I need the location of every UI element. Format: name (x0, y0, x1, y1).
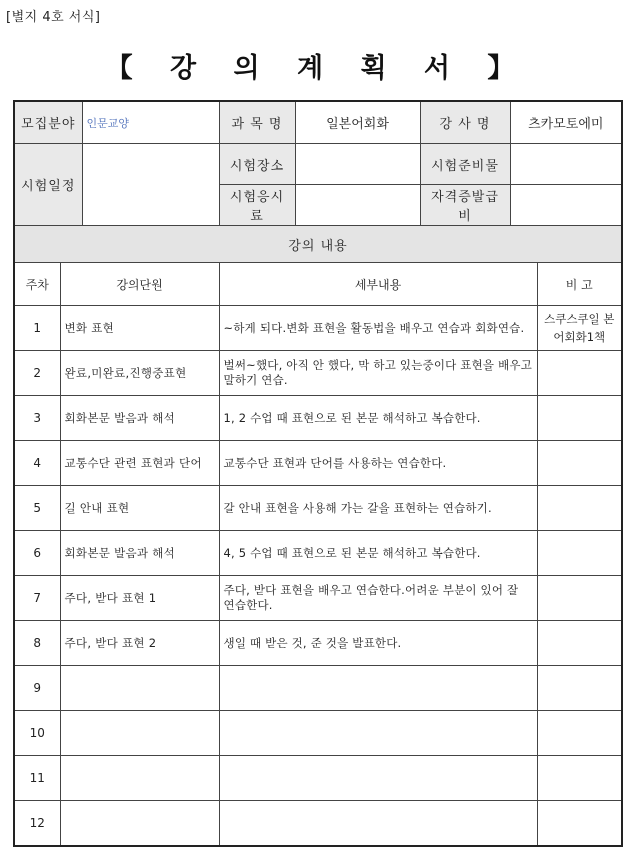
header-row-subject (14, 101, 622, 144)
table-row (14, 396, 622, 441)
detail-cell: 생일 때 받은 것, 준 것을 발표한다. (219, 621, 537, 666)
note-cell (537, 801, 622, 847)
detail-cell (219, 801, 537, 847)
table-row (14, 351, 622, 396)
note-cell (537, 531, 622, 576)
note-cell (537, 576, 622, 621)
unit-cell: 주다, 받다 표현 2 (60, 621, 219, 666)
detail-cell: 주다, 받다 표현을 배우고 연습한다.어려운 부분이 있어 잘 연습한다. (219, 576, 537, 621)
week-cell: 3 (14, 396, 60, 441)
exam-supplies-label: 시험준비물 (420, 144, 510, 185)
week-cell: 9 (14, 666, 60, 711)
field-label: 모집분야 (14, 101, 82, 144)
column-unit: 강의단원 (60, 263, 219, 306)
note-cell (537, 711, 622, 756)
table-row (14, 306, 622, 351)
field-value: 인문교양 (82, 101, 219, 144)
detail-cell: 벌써~했다, 아직 안 했다, 막 하고 있는중이다 표현을 배우고 말하기 연습. (219, 351, 537, 396)
unit-cell: 길 안내 표현 (60, 486, 219, 531)
note-cell (537, 666, 622, 711)
week-cell: 12 (14, 801, 60, 847)
week-cell: 7 (14, 576, 60, 621)
unit-cell: 완료,미완료,진행중표현 (60, 351, 219, 396)
lecture-plan-form (13, 100, 621, 847)
cert-fee-label: 자격증발급비 (420, 185, 510, 226)
unit-cell (60, 711, 219, 756)
lecture-section-title: 강의 내용 (14, 226, 622, 263)
note-cell (537, 486, 622, 531)
week-cell: 10 (14, 711, 60, 756)
column-header-row (14, 263, 622, 306)
subject-label: 과 목 명 (219, 101, 295, 144)
column-note: 비 고 (537, 263, 622, 306)
subject-value: 일본어회화 (295, 101, 420, 144)
table-row (14, 621, 622, 666)
week-cell: 5 (14, 486, 60, 531)
table-row (14, 711, 622, 756)
detail-cell (219, 711, 537, 756)
detail-cell (219, 666, 537, 711)
table-row (14, 801, 622, 847)
week-cell: 11 (14, 756, 60, 801)
detail-cell: 1, 2 수업 때 표현으로 된 본문 해석하고 복습한다. (219, 396, 537, 441)
detail-cell: 4, 5 수업 때 표현으로 된 본문 해석하고 복습한다. (219, 531, 537, 576)
unit-cell (60, 801, 219, 847)
exam-place-label: 시험장소 (219, 144, 295, 185)
detail-cell: ~하게 되다.변화 표현을 활동법을 배우고 연습과 회화연습. (219, 306, 537, 351)
table-row (14, 486, 622, 531)
unit-cell: 회화본문 발음과 해석 (60, 531, 219, 576)
detail-cell: 갈 안내 표현을 사용해 가는 갈을 표현하는 연습하기. (219, 486, 537, 531)
lecture-section-row (14, 226, 622, 263)
schedule-label: 시험일정 (14, 144, 82, 226)
week-cell: 1 (14, 306, 60, 351)
detail-cell (219, 756, 537, 801)
unit-cell: 교통수단 관련 표현과 단어 (60, 441, 219, 486)
note-cell (537, 621, 622, 666)
detail-cell: 교통수단 표현과 단어를 사용하는 연습한다. (219, 441, 537, 486)
week-cell: 4 (14, 441, 60, 486)
unit-cell: 회화본문 발음과 해석 (60, 396, 219, 441)
page-title: 【 강 의 계 획 서 】 (105, 53, 529, 84)
note-cell (537, 351, 622, 396)
note-cell (537, 441, 622, 486)
header-row-exam-1 (14, 144, 622, 185)
week-cell: 8 (14, 621, 60, 666)
note-cell: 스쿠스쿠일 본어회화1책 (537, 306, 622, 351)
unit-cell: 주다, 받다 표현 1 (60, 576, 219, 621)
unit-cell (60, 756, 219, 801)
exam-fee-label: 시험응시료 (219, 185, 295, 226)
column-week: 주차 (14, 263, 60, 306)
schedule-value (82, 144, 219, 226)
unit-cell: 변화 표현 (60, 306, 219, 351)
table-row (14, 441, 622, 486)
cert-fee-value (510, 185, 622, 226)
table-row (14, 531, 622, 576)
instructor-value: 츠카모토에미 (510, 101, 622, 144)
unit-cell (60, 666, 219, 711)
table-row (14, 756, 622, 801)
table-row (14, 576, 622, 621)
form-number-label: [별지 4호 서식] (6, 10, 101, 25)
note-cell (537, 756, 622, 801)
note-cell (537, 396, 622, 441)
table-row (14, 666, 622, 711)
lecture-plan-table (13, 100, 623, 847)
lecture-rows (14, 306, 622, 847)
week-cell: 2 (14, 351, 60, 396)
column-detail: 세부내용 (219, 263, 537, 306)
instructor-label: 강 사 명 (420, 101, 510, 144)
exam-place-value (295, 144, 420, 185)
exam-supplies-value (510, 144, 622, 185)
week-cell: 6 (14, 531, 60, 576)
exam-fee-value (295, 185, 420, 226)
